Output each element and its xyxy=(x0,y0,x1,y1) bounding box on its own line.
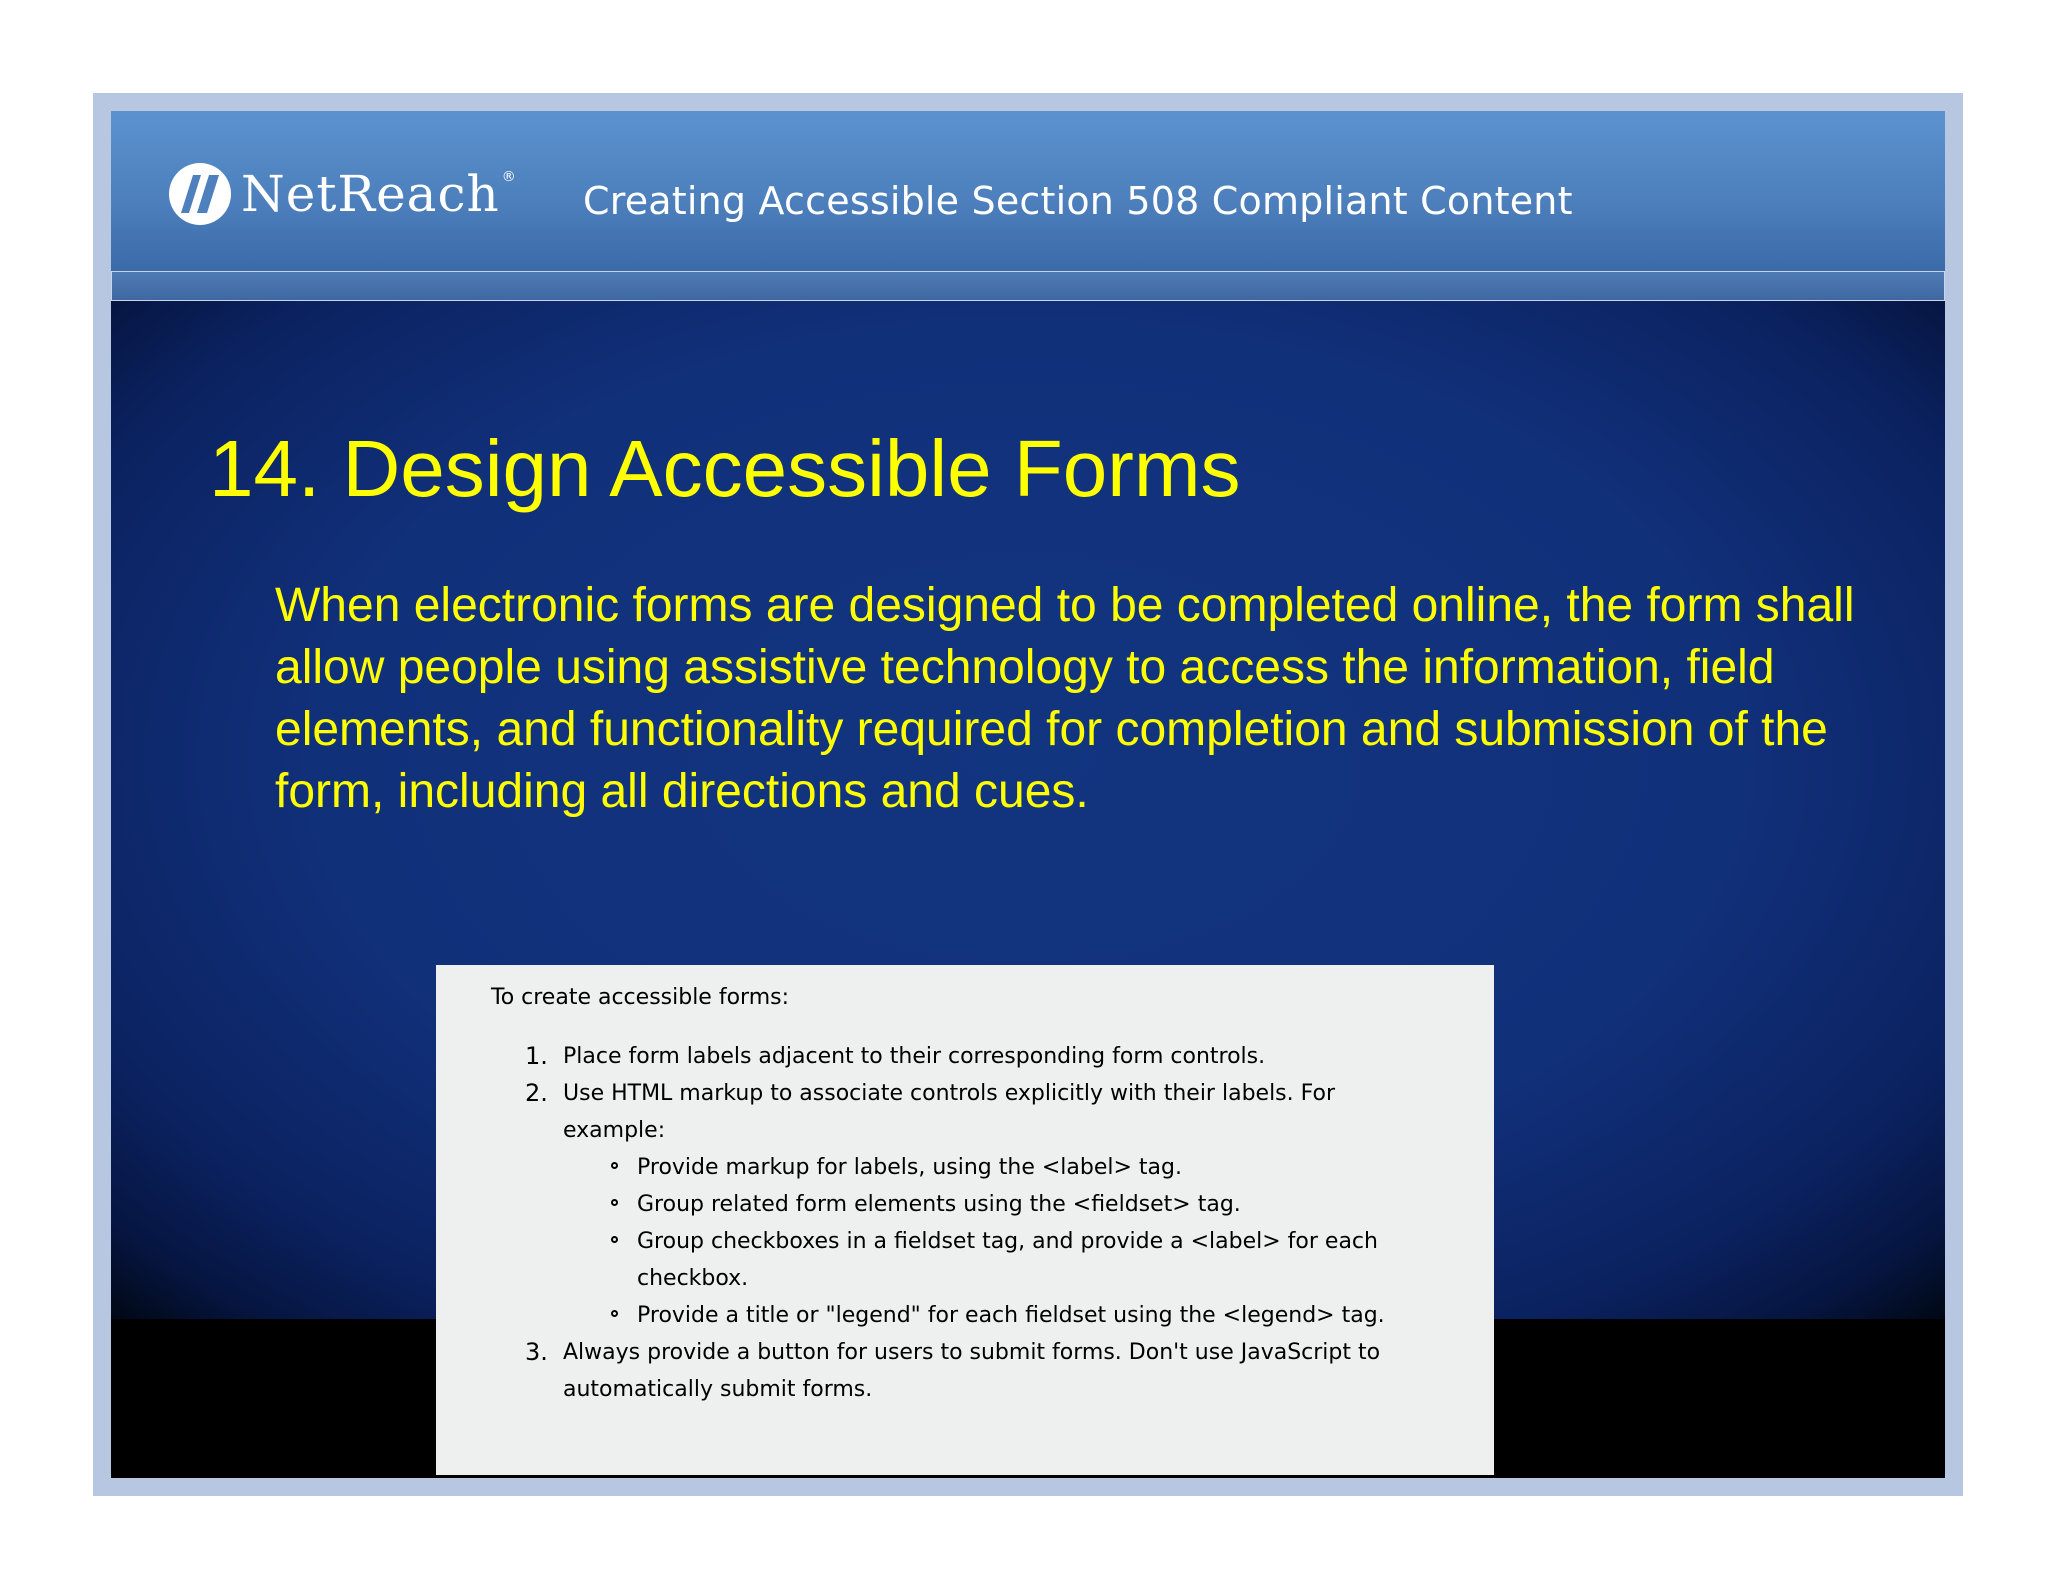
list-item xyxy=(525,1075,1429,1334)
slide-content xyxy=(111,301,1945,1478)
sub-list xyxy=(563,1149,1429,1334)
sub-list-item xyxy=(637,1149,1417,1186)
sub-list-item-text: Provide a title or "legend" for each fieldset using the <legend> tag. xyxy=(637,1303,1385,1328)
hollow-circle-bullet-icon xyxy=(611,1199,618,1206)
logo-text: NetReach xyxy=(241,165,500,223)
inset-intro: To create accessible forms: xyxy=(491,985,789,1010)
hollow-circle-bullet-icon xyxy=(611,1162,618,1169)
sub-list-item xyxy=(637,1223,1417,1297)
slide-header xyxy=(111,111,1945,271)
sub-list-item-text: Group related form elements using the <fieldset> tag. xyxy=(637,1192,1241,1217)
list-number: 2. xyxy=(525,1079,548,1107)
slide-title: 14. Design Accessible Forms xyxy=(209,424,1241,513)
hollow-circle-bullet-icon xyxy=(611,1236,618,1243)
hollow-circle-bullet-icon xyxy=(611,1310,618,1317)
list-number: 1. xyxy=(525,1042,548,1070)
sub-list-item-text: Provide markup for labels, using the <label> tag. xyxy=(637,1155,1182,1180)
sub-list-item xyxy=(637,1186,1417,1223)
steps-list xyxy=(491,1038,1494,1408)
list-item-text: Place form labels adjacent to their corresponding form controls. xyxy=(563,1044,1266,1069)
slide-frame xyxy=(93,93,1963,1496)
sub-list-item xyxy=(637,1297,1417,1334)
list-item-text: Always provide a button for users to submit forms. Don't use JavaScript to automatically submit forms. xyxy=(563,1340,1381,1402)
accessible-forms-inset xyxy=(436,965,1494,1475)
header-title: Creating Accessible Section 508 Compliant Content xyxy=(583,179,1573,223)
list-item-text: Use HTML markup to associate controls explicitly with their labels. For example: xyxy=(563,1081,1335,1143)
sub-list-item-text: Group checkboxes in a fieldset tag, and provide a <label> for each checkbox. xyxy=(637,1229,1378,1291)
list-number: 3. xyxy=(525,1338,548,1366)
slide-body-text: When electronic forms are designed to be completed online, the form shall allow people using assistive technology to access the information, field elements, and functionality required for completion and submission of the form, including all directions and cues. xyxy=(275,579,1855,818)
list-item xyxy=(525,1038,1429,1075)
header-strip xyxy=(111,271,1945,301)
slide xyxy=(111,111,1945,1478)
netreach-logo-icon xyxy=(167,161,233,227)
list-item xyxy=(525,1334,1429,1408)
netreach-logo xyxy=(167,159,516,229)
registered-mark: ® xyxy=(501,169,516,185)
